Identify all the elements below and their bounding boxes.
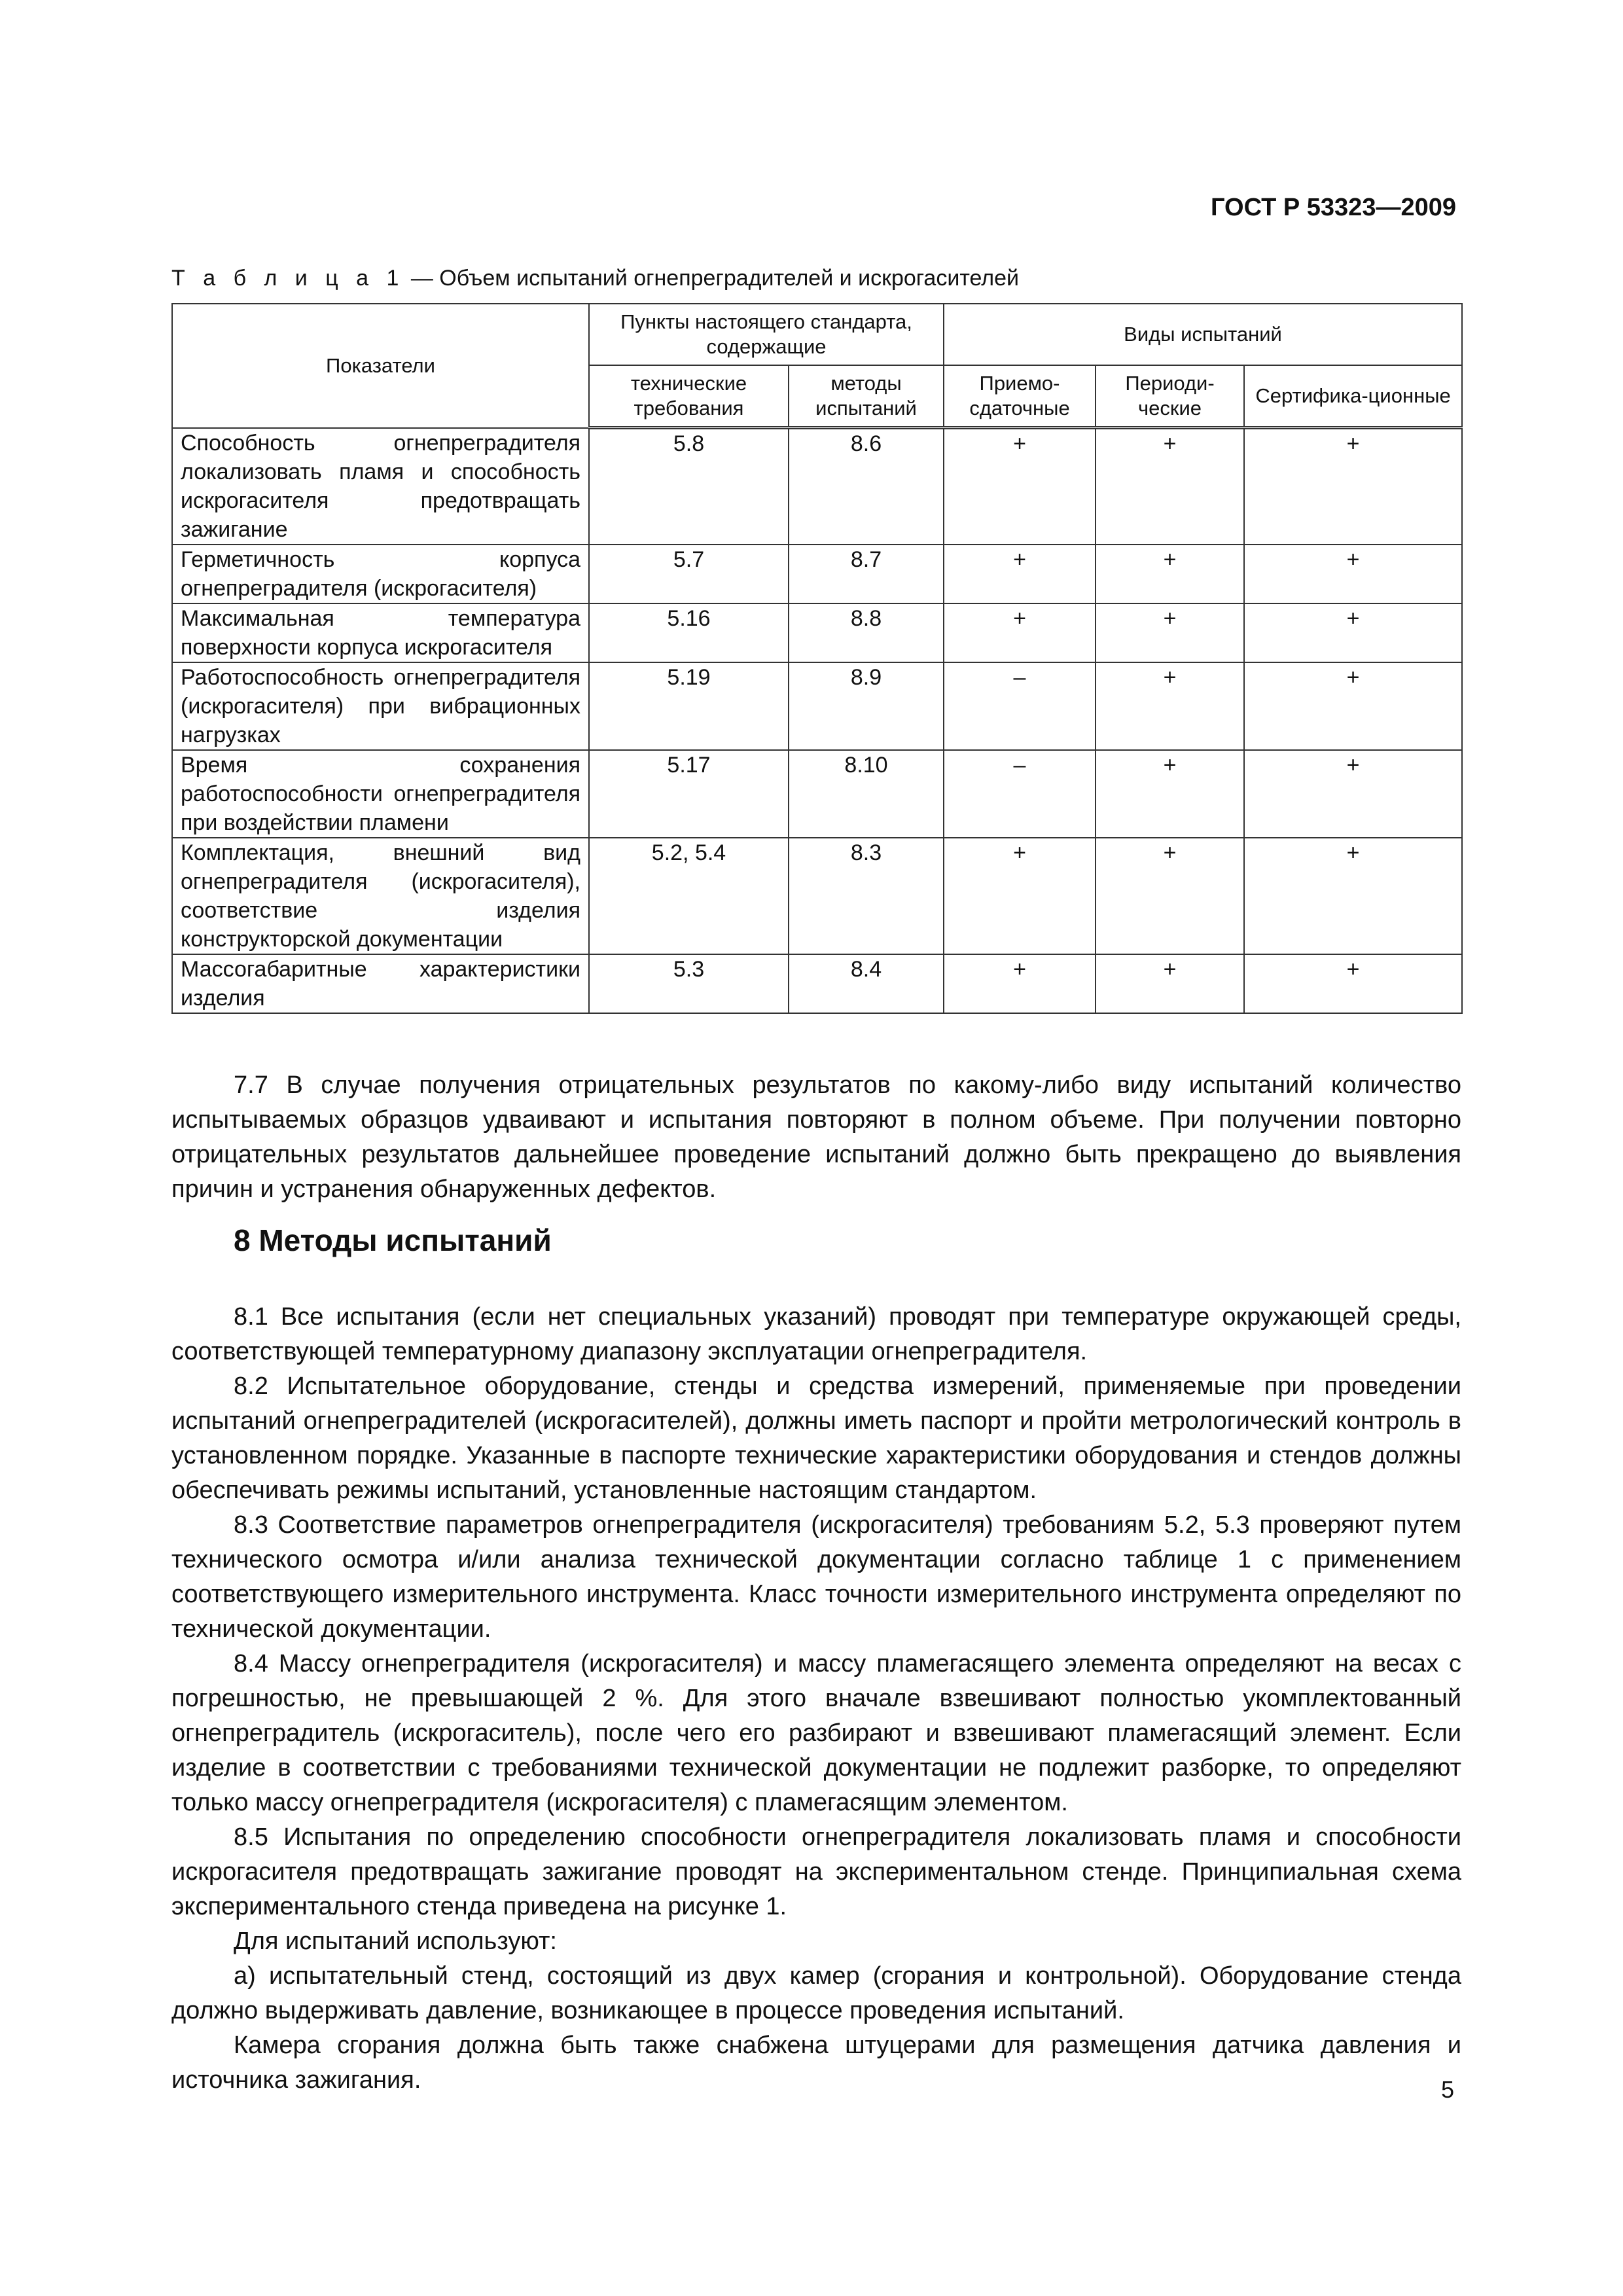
section-8-title: 8 Методы испытаний: [234, 1223, 552, 1257]
header-test-types: Виды испытаний: [944, 304, 1462, 365]
paragraph-8-1: 8.1 Все испытания (если нет специальных указаний) проводят при температуре окружающей среды, соответствующей температурному диапазону эксплуатации огнепреградителя.: [171, 1303, 1461, 1365]
paragraph-7-7: 7.7 В случае получения отрицательных результатов по какому-либо виду испытаний количество испытываемых образцов удваивают и испытания повторяют в полном объеме. При получении повторно отрицательных результатов дальнейшее проведение испытаний должно быть прекращено до выявления причин и устранения обнаруженных дефектов.: [171, 1071, 1461, 1203]
header-acceptance: Приемо-сдаточные: [944, 365, 1096, 428]
paragraph-item-a: а) испытательный стенд, состоящий из двух камер (сгорания и контрольной). Оборудование стенда должно выдерживать давление, возникающее в процессе проведения испытаний.: [171, 1962, 1461, 2024]
indicator-cell: Герметичность корпуса огнепреградителя (искрогасителя): [172, 545, 589, 603]
header-test-methods: методы испытаний: [789, 365, 944, 428]
header-indicators: Показатели: [172, 304, 589, 428]
table-caption: [171, 266, 1019, 291]
periodic-mark: +: [1096, 838, 1244, 954]
acceptance-mark: –: [944, 750, 1096, 838]
paragraph-7-7-block: [171, 1068, 1461, 1207]
method-clause: 8.3: [789, 838, 944, 954]
method-clause: 8.8: [789, 603, 944, 662]
requirement-clause: 5.8: [589, 428, 789, 545]
periodic-mark: +: [1096, 545, 1244, 603]
indicator-cell: Работоспособность огнепреградителя (искрогасителя) при вибрационных нагрузках: [172, 662, 589, 750]
paragraph-equipment-intro: Для испытаний используют:: [234, 1928, 557, 1955]
certification-mark: +: [1244, 750, 1462, 838]
table-row: [172, 838, 1462, 954]
requirement-clause: 5.3: [589, 954, 789, 1013]
paragraph-8-2: 8.2 Испытательное оборудование, стенды и средства измерений, применяемые при проведении испытаний огнепреградителей (искрогасителей), должны иметь паспорт и пройти метрологический контроль в установленном порядке. Указанные в паспорте технические характеристики оборудования и стендов должны обеспечивать режимы испытаний, установленные настоящим стандартом.: [171, 1372, 1461, 1504]
table-caption-text: — Объем испытаний огнепреградителей и искрогасителей: [404, 266, 1020, 291]
acceptance-mark: +: [944, 603, 1096, 662]
table-row: [172, 545, 1462, 603]
method-clause: 8.7: [789, 545, 944, 603]
acceptance-mark: +: [944, 428, 1096, 545]
certification-mark: +: [1244, 428, 1462, 545]
table-caption-prefix: Т а б л и ц а 1: [171, 266, 405, 291]
table-row: [172, 750, 1462, 838]
requirement-clause: 5.19: [589, 662, 789, 750]
header-certification: Сертифика-ционные: [1244, 365, 1462, 428]
periodic-mark: +: [1096, 603, 1244, 662]
method-clause: 8.4: [789, 954, 944, 1013]
periodic-mark: +: [1096, 662, 1244, 750]
acceptance-mark: +: [944, 954, 1096, 1013]
acceptance-mark: –: [944, 662, 1096, 750]
indicator-cell: Максимальная температура поверхности корпуса искрогасителя: [172, 603, 589, 662]
periodic-mark: +: [1096, 750, 1244, 838]
page-number: 5: [1440, 2076, 1454, 2103]
test-scope-table: [171, 303, 1463, 1014]
certification-mark: +: [1244, 662, 1462, 750]
method-clause: 8.9: [789, 662, 944, 750]
table-row: [172, 662, 1462, 750]
header-tech-requirements: технические требования: [589, 365, 789, 428]
periodic-mark: +: [1096, 954, 1244, 1013]
requirement-clause: 5.7: [589, 545, 789, 603]
indicator-cell: Комплектация, внешний вид огнепреградителя (искрогасителя), соответствие изделия конструкторской документации: [172, 838, 589, 954]
paragraph-8-4: 8.4 Массу огнепреградителя (искрогасителя) и массу пламегасящего элемента определяют на весах с погрешностью, не превышающей 2 %. Для этого вначале взвешивают полностью укомплектованный огнепреградитель (искрогаситель), после чего его разбирают и взвешивают пламегасящий элемент. Если изделие в соответствии с требованиями технической документации не подлежит разборке, то определяют только массу огнепреградителя (искрогасителя) с пламегасящим элементом.: [171, 1650, 1461, 1816]
method-clause: 8.10: [789, 750, 944, 838]
paragraph-8-3: 8.3 Соответствие параметров огнепреградителя (искрогасителя) требованиям 5.2, 5.3 проверяют путем технического осмотра и/или анализа технической документации согласно таблице 1 с применением соответствующего измерительного инструмента. Класс точности измерительного инструмента определяют по технической документации.: [171, 1511, 1461, 1643]
certification-mark: +: [1244, 838, 1462, 954]
table-row: [172, 428, 1462, 545]
indicator-cell: Время сохранения работоспособности огнепреградителя при воздействии пламени: [172, 750, 589, 838]
requirement-clause: 5.16: [589, 603, 789, 662]
acceptance-mark: +: [944, 838, 1096, 954]
header-clauses: Пункты настоящего стандарта, содержащие: [589, 304, 944, 365]
certification-mark: +: [1244, 603, 1462, 662]
indicator-cell: Массогабаритные характеристики изделия: [172, 954, 589, 1013]
header-periodic: Периоди-ческие: [1096, 365, 1244, 428]
periodic-mark: +: [1096, 428, 1244, 545]
requirement-clause: 5.17: [589, 750, 789, 838]
certification-mark: +: [1244, 954, 1462, 1013]
document-code: ГОСТ Р 53323—2009: [1211, 194, 1456, 221]
table-row: [172, 603, 1462, 662]
section-8-body: [171, 1300, 1461, 2098]
requirement-clause: 5.2, 5.4: [589, 838, 789, 954]
method-clause: 8.6: [789, 428, 944, 545]
acceptance-mark: +: [944, 545, 1096, 603]
paragraph-combustion-chamber: Камера сгорания должна быть также снабжена штуцерами для размещения датчика давления и источника зажигания.: [171, 2032, 1461, 2094]
indicator-cell: Способность огнепреградителя локализовать пламя и способность искрогасителя предотвращать зажигание: [172, 428, 589, 545]
certification-mark: +: [1244, 545, 1462, 603]
paragraph-8-5: 8.5 Испытания по определению способности огнепреградителя локализовать пламя и способности искрогасителя предотвращать зажигание проводят на экспериментальном стенде. Принципиальная схема экспериментального стенда приведена на рисунке 1.: [171, 1823, 1461, 1920]
table-row: [172, 954, 1462, 1013]
